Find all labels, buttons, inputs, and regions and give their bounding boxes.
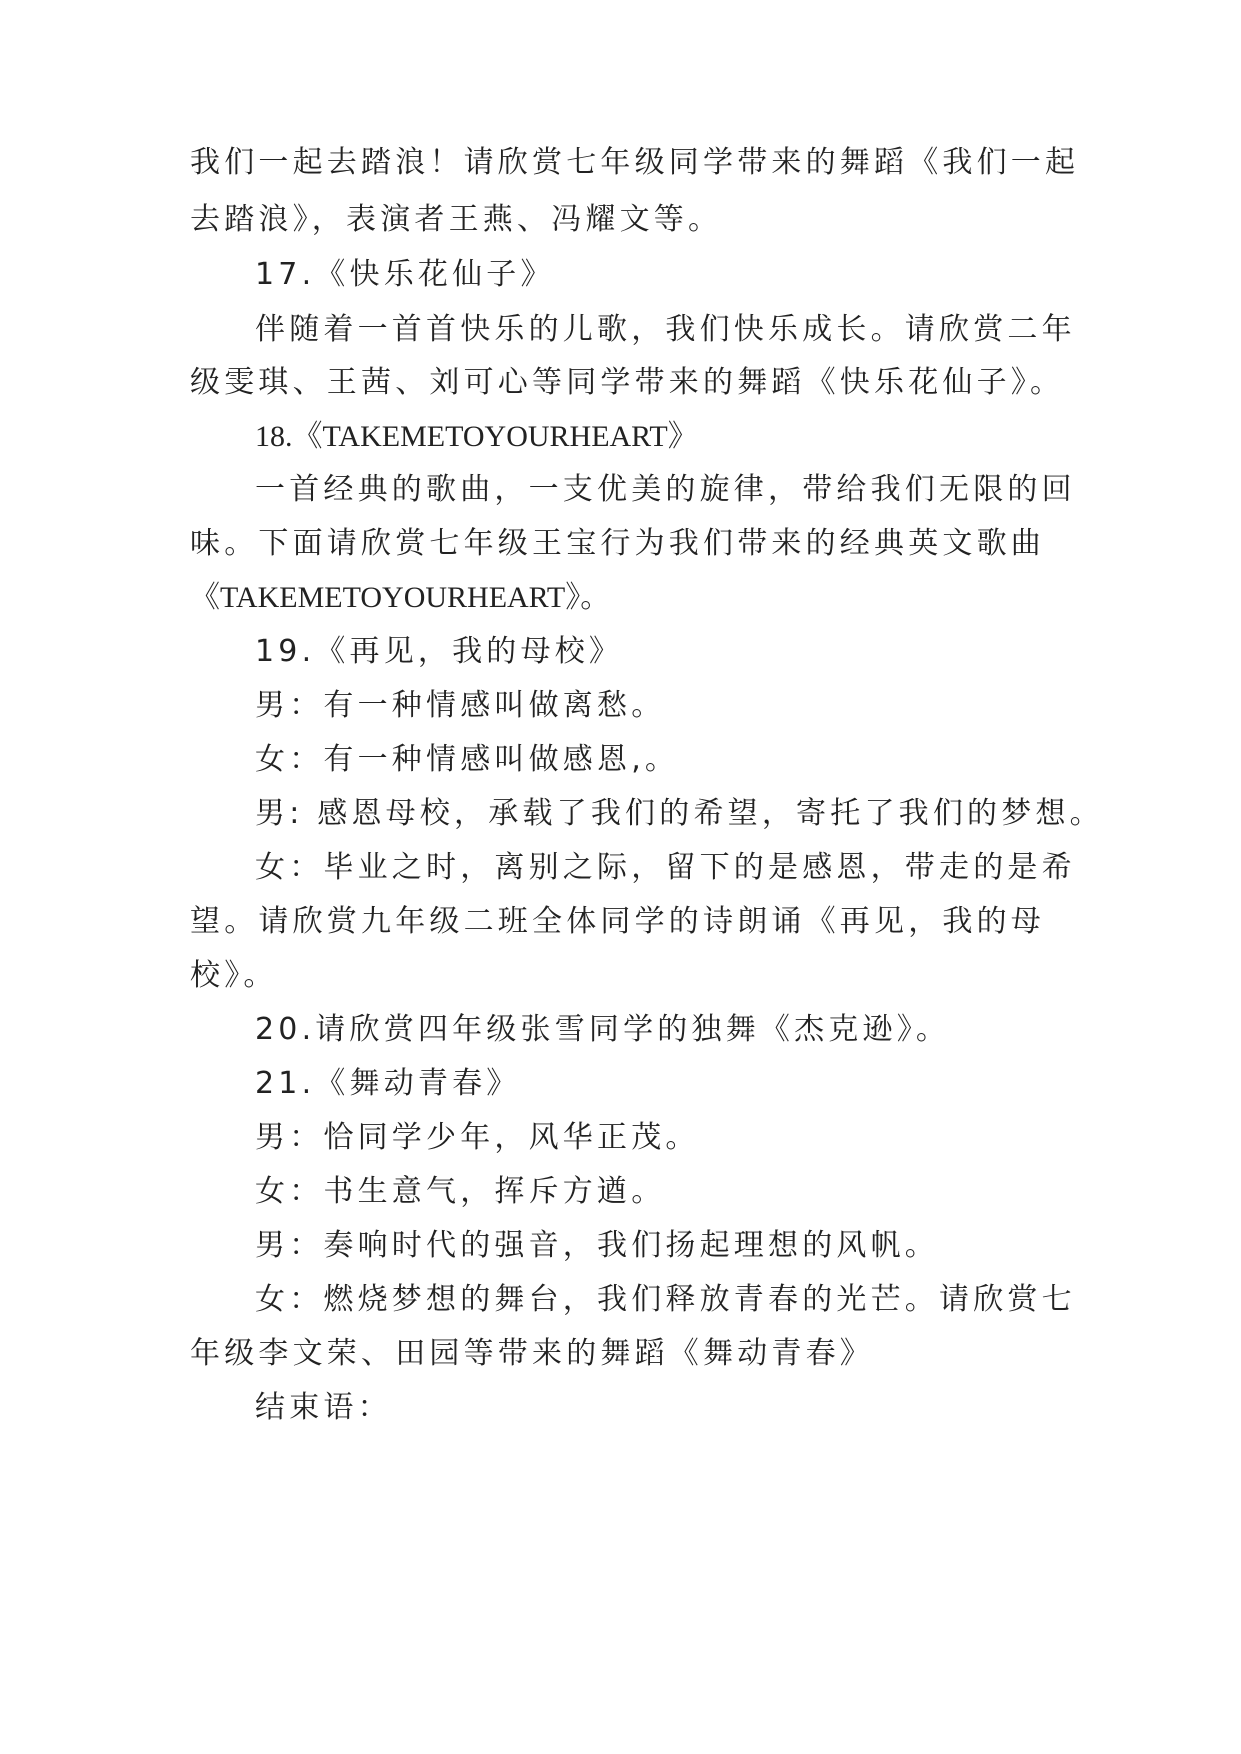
paragraph-line: 去踏浪》，表演者王燕、冯耀文等。: [190, 202, 723, 237]
dialogue-line: 男：奏响时代的强音，我们扬起理想的风帆。: [255, 1228, 939, 1263]
paragraph-line: 望。请欣赏九年级二班全体同学的诗朗诵《再见，我的母: [190, 904, 1045, 939]
section-heading-18: 18.《TAKEMETOYOURHEART》: [255, 420, 698, 453]
paragraph-line: 《TAKEMETOYOURHEART》。: [190, 581, 611, 614]
section-heading-21: 21.《舞动青春》: [255, 1066, 521, 1101]
paragraph-line: 级雯琪、王茜、刘可心等同学带来的舞蹈《快乐花仙子》。: [190, 365, 1065, 400]
dialogue-line: 男：恰同学少年，风华正茂。: [255, 1120, 700, 1155]
paragraph-line: 我们一起去踏浪！请欣赏七年级同学带来的舞蹈《我们一起: [190, 145, 1080, 180]
dialogue-line: 男: 感恩母校，承载了我们的希望，寄托了我们的梦想。: [255, 796, 1104, 831]
dialogue-line: 男：有一种情感叫做离愁。: [255, 688, 666, 723]
paragraph-line: 一首经典的歌曲，一支优美的旋律，带给我们无限的回: [255, 472, 1076, 507]
paragraph-line: 校》。: [190, 958, 278, 993]
dialogue-line: 女：有一种情感叫做感恩,。: [255, 742, 680, 777]
section-heading-20: 20.请欣赏四年级张雪同学的独舞《杰克逊》。: [255, 1012, 951, 1047]
dialogue-line: 女：书生意气，挥斥方遒。: [255, 1174, 666, 1209]
dialogue-line: 女：燃烧梦想的舞台，我们释放青春的光芒。请欣赏七: [255, 1282, 1076, 1317]
paragraph-line: 年级李文荣、田园等带来的舞蹈《舞动青春》: [190, 1336, 874, 1371]
closing-heading: 结束语：: [255, 1390, 392, 1425]
section-heading-19: 19.《再见，我的母校》: [255, 634, 624, 669]
dialogue-line: 女：毕业之时，离别之际，留下的是感恩，带走的是希: [255, 850, 1076, 885]
paragraph-line: 伴随着一首首快乐的儿歌，我们快乐成长。请欣赏二年: [255, 312, 1076, 347]
section-heading-17: 17.《快乐花仙子》: [255, 257, 555, 292]
paragraph-line: 味。下面请欣赏七年级王宝行为我们带来的经典英文歌曲: [190, 526, 1045, 561]
